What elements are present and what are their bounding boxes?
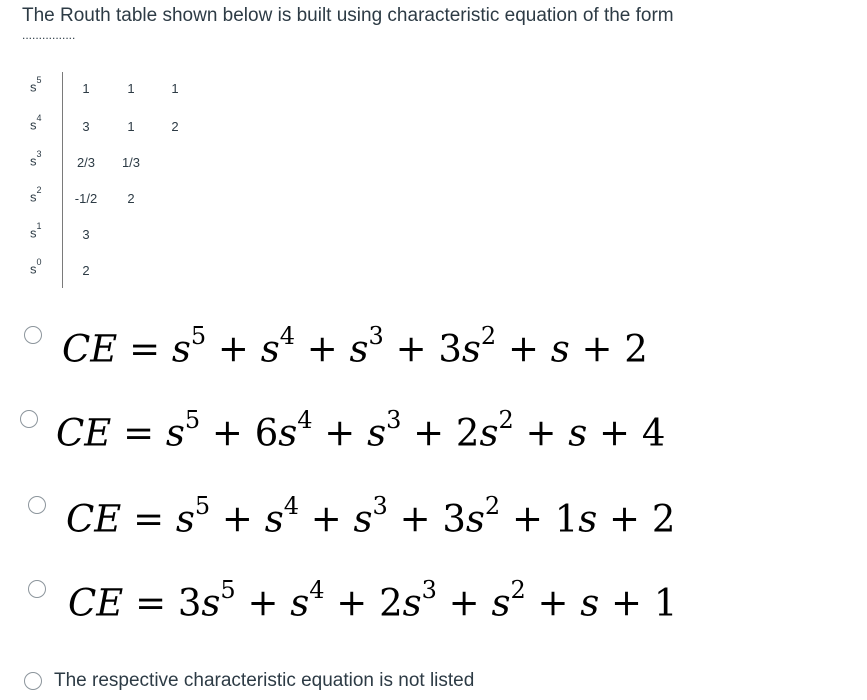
equation-exponent: 4 — [309, 576, 325, 604]
equation-exponent: 2 — [484, 492, 501, 520]
routh-cell: 1 — [82, 81, 90, 96]
equation-exponent: 4 — [279, 322, 295, 350]
routh-row-label-power: 5 — [36, 75, 42, 85]
routh-row — [22, 257, 192, 290]
equation-coefficient: 1 — [554, 497, 579, 541]
routh-row-label — [30, 75, 42, 95]
routh-cell: 3 — [82, 119, 90, 134]
equation-operator: + — [537, 581, 569, 625]
equation-operator: + — [599, 411, 631, 455]
equation-exponent: 5 — [194, 492, 211, 520]
routh-row-label — [30, 221, 42, 241]
routh-row-label — [30, 149, 42, 169]
equation-variable: s — [578, 497, 598, 541]
equation-coefficient: 3 — [442, 497, 466, 541]
equation-coefficient: 2 — [379, 581, 403, 625]
option-3-equation — [66, 492, 676, 541]
equation-constant: 4 — [641, 411, 666, 455]
blank-dots: ................ — [22, 28, 76, 42]
equation-operator: + — [448, 581, 480, 625]
routh-cell: 2 — [171, 119, 179, 134]
equation-lhs: CE — [66, 497, 122, 541]
routh-table — [22, 72, 192, 290]
option-4-radio[interactable] — [28, 580, 46, 598]
equation-variable: s — [402, 581, 422, 625]
equation-equals: = — [123, 411, 155, 455]
equation-constant: 2 — [624, 327, 648, 371]
routh-cell: 1/3 — [121, 155, 141, 170]
routh-row-label-base: s — [30, 153, 37, 169]
question-text: The Routh table shown below is built using characteristic equation of the form — [22, 5, 674, 26]
equation-operator: + — [217, 327, 249, 371]
routh-row-label — [30, 113, 42, 133]
equation-variable: s — [550, 327, 570, 371]
equation-variable: s — [465, 497, 485, 541]
routh-row-label-base: s — [30, 225, 37, 241]
equation-exponent: 2 — [480, 322, 497, 350]
equation-variable: s — [260, 327, 280, 371]
equation-operator: + — [511, 497, 543, 541]
routh-row-label-base: s — [30, 189, 37, 205]
equation-equals: = — [133, 497, 165, 541]
routh-row-label-base: s — [30, 79, 37, 95]
equation-operator: + — [306, 327, 338, 371]
option-2-radio[interactable] — [20, 410, 38, 428]
equation-exponent: 3 — [372, 492, 388, 520]
equation-operator: + — [247, 581, 279, 625]
routh-row-label-power: 3 — [36, 149, 42, 159]
routh-row-label-power: 0 — [36, 257, 42, 267]
routh-row-label — [30, 257, 42, 277]
equation-operator: + — [525, 411, 557, 455]
equation-coefficient: 3 — [177, 581, 202, 625]
equation-operator: + — [581, 327, 613, 371]
equation-variable: s — [367, 411, 387, 455]
equation-constant: 1 — [653, 581, 678, 625]
routh-row — [22, 185, 192, 218]
equation-equals: = — [129, 327, 161, 371]
equation-exponent: 2 — [510, 576, 526, 604]
equation-variable: s — [353, 497, 373, 541]
option-1-radio[interactable] — [24, 326, 42, 344]
routh-row-label-power: 1 — [36, 221, 42, 231]
routh-row-label-power: 4 — [36, 113, 42, 123]
option-2-equation — [56, 406, 666, 455]
equation-variable: s — [461, 327, 481, 371]
equation-variable: s — [264, 497, 284, 541]
equation-exponent: 5 — [220, 576, 236, 604]
routh-row-label-base: s — [30, 117, 37, 133]
equation-equals: = — [135, 581, 167, 625]
routh-cell: -1/2 — [74, 191, 98, 206]
routh-cell: 1 — [127, 81, 135, 96]
equation-coefficient: 2 — [455, 411, 480, 455]
option-1-equation — [62, 322, 648, 371]
option-4-equation — [68, 576, 678, 625]
routh-cell: 2 — [127, 191, 135, 206]
equation-exponent: 2 — [498, 406, 514, 434]
equation-operator: + — [310, 497, 342, 541]
equation-exponent: 5 — [184, 406, 201, 434]
routh-row-label — [30, 185, 42, 205]
equation-variable: s — [278, 411, 298, 455]
equation-variable: s — [175, 497, 195, 541]
equation-operator: + — [395, 327, 427, 371]
equation-operator: + — [336, 581, 368, 625]
routh-row-label-power: 2 — [36, 185, 42, 195]
equation-coefficient: 6 — [254, 411, 279, 455]
routh-row-label-base: s — [30, 261, 37, 277]
routh-cell: 2/3 — [76, 155, 96, 170]
equation-lhs: CE — [56, 411, 112, 455]
equation-variable: s — [349, 327, 369, 371]
equation-constant: 2 — [651, 497, 676, 541]
routh-row — [22, 149, 192, 182]
routh-cell: 3 — [82, 227, 90, 242]
equation-operator: + — [609, 497, 641, 541]
equation-operator: + — [399, 497, 431, 541]
equation-exponent: 4 — [283, 492, 299, 520]
routh-cell: 2 — [82, 263, 90, 278]
option-5-radio[interactable] — [24, 672, 42, 690]
routh-cell: 1 — [171, 81, 179, 96]
routh-row — [22, 221, 192, 254]
equation-exponent: 3 — [386, 406, 402, 434]
equation-variable: s — [479, 411, 499, 455]
equation-lhs: CE — [62, 327, 118, 371]
routh-cell: 1 — [127, 119, 135, 134]
equation-operator: + — [507, 327, 539, 371]
equation-exponent: 5 — [190, 322, 207, 350]
equation-exponent: 4 — [297, 406, 313, 434]
option-3-radio[interactable] — [28, 496, 46, 514]
routh-row — [22, 113, 192, 146]
option-5-label: The respective characteristic equation is not listed — [54, 670, 475, 691]
equation-operator: + — [324, 411, 356, 455]
equation-variable: s — [201, 581, 221, 625]
equation-lhs: CE — [68, 581, 124, 625]
equation-operator: + — [221, 497, 253, 541]
equation-variable: s — [580, 581, 600, 625]
equation-exponent: 3 — [368, 322, 384, 350]
equation-variable: s — [491, 581, 511, 625]
equation-variable: s — [290, 581, 310, 625]
equation-operator: + — [211, 411, 243, 455]
equation-variable: s — [568, 411, 588, 455]
equation-operator: + — [413, 411, 445, 455]
equation-variable: s — [171, 327, 191, 371]
equation-exponent: 3 — [421, 576, 437, 604]
routh-row — [22, 75, 192, 108]
equation-coefficient: 3 — [438, 327, 462, 371]
equation-variable: s — [165, 411, 185, 455]
equation-operator: + — [611, 581, 643, 625]
